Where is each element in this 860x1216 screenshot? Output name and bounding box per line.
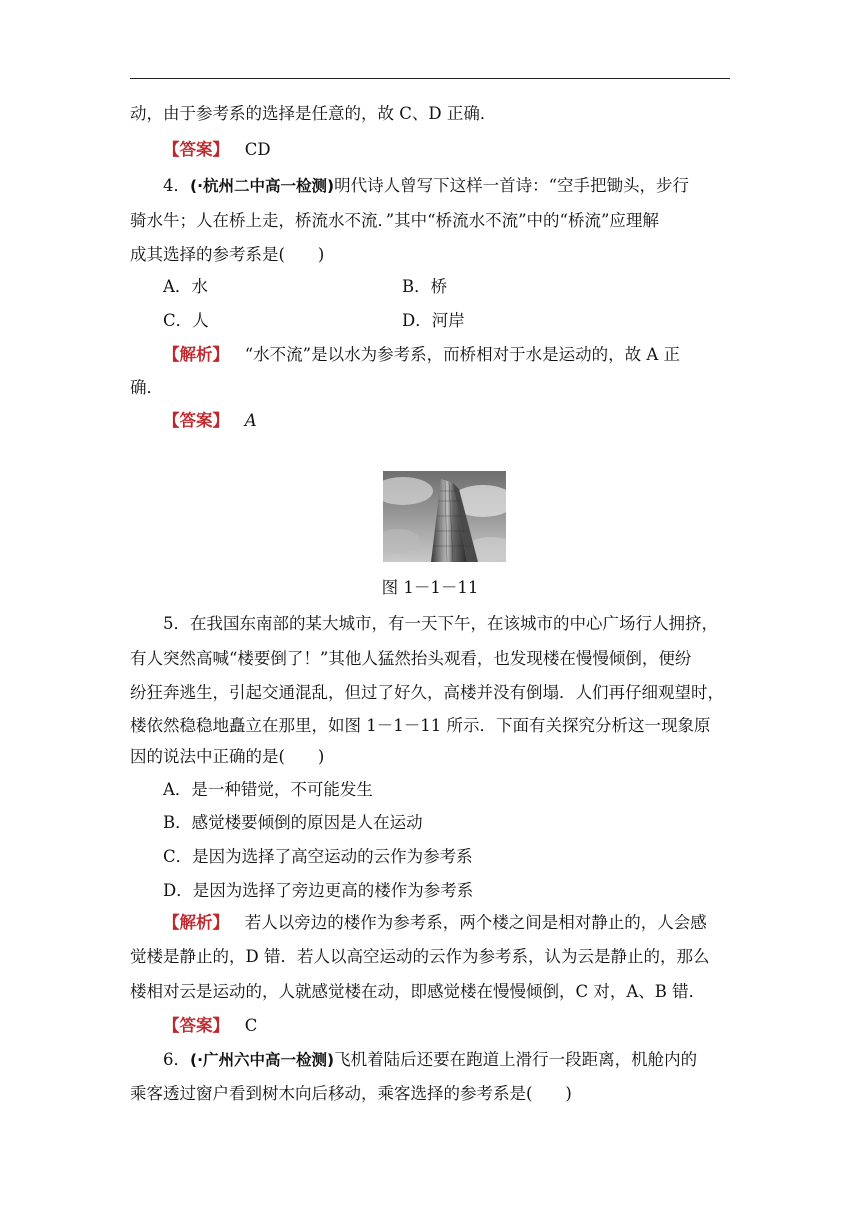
q6-source: (·广州六中高一检测) xyxy=(190,1051,335,1069)
q4-analysis-line2: 确． xyxy=(130,378,163,397)
q5-analysis-label: 【解析】 xyxy=(163,913,229,932)
q4-options-row2 xyxy=(163,310,763,332)
q5-option-b: B．感觉楼要倾倒的原因是人在运动 xyxy=(163,813,423,832)
q4-source: (·杭州二中高一检测) xyxy=(190,177,335,195)
skyscraper-photo xyxy=(383,471,506,562)
q6-line1 xyxy=(163,1049,763,1071)
q4-option-b: B．桥 xyxy=(402,277,448,296)
q3-answer-line xyxy=(163,139,763,161)
q5-line5: 因的说法中正确的是( ) xyxy=(130,747,325,766)
answer-label: 【答案】 xyxy=(163,140,229,159)
q6-line2: 乘客透过窗户看到树木向后移动，乘客选择的参考系是( ) xyxy=(130,1084,572,1103)
q4-options-row1 xyxy=(163,276,763,298)
header-rule xyxy=(130,78,730,79)
q5-line4: 楼依然稳稳地矗立在那里，如图 1－1－11 所示．下面有关探究分析这一现象原 xyxy=(130,716,711,735)
q3-tail-text: 动，由于参考系的选择是任意的，故 C、D 正确． xyxy=(130,104,497,123)
figure-caption: 图 1－1－11 xyxy=(381,578,479,597)
q3-answer: CD xyxy=(244,140,271,159)
q4-analysis-line1 xyxy=(163,344,763,366)
q6-line1-rest: 飞机着陆后还要在跑道上滑行一段距离，机舱内的 xyxy=(334,1050,698,1069)
q6-number: 6． xyxy=(163,1050,190,1069)
q5-answer-line xyxy=(163,1015,763,1037)
q5-answer: C xyxy=(244,1016,258,1035)
q4-line3: 成其选择的参考系是( ) xyxy=(130,245,325,264)
q4-answer: A xyxy=(244,411,257,430)
q4-line1 xyxy=(163,175,763,197)
q4-answer-label: 【答案】 xyxy=(163,411,229,430)
q5-line3: 纷狂奔逃生，引起交通混乱，但过了好久，高楼并没有倒塌．人们再仔细观望时， xyxy=(130,683,724,702)
q4-number: 4． xyxy=(163,176,190,195)
q4-analysis-label: 【解析】 xyxy=(163,345,229,364)
q4-option-d: D．河岸 xyxy=(402,311,465,330)
q5-analysis-line2: 觉楼是静止的，D 错．若人以高空运动的云作为参考系，认为云是静止的，那么 xyxy=(130,947,710,966)
q4-line1-rest: 明代诗人曾写下这样一首诗：“空手把锄头，步行 xyxy=(334,176,689,195)
q5-analysis-line3: 楼相对云是运动的，人就感觉楼在动，即感觉楼在慢慢倾倒，C 对，A、B 错． xyxy=(130,982,706,1001)
q5-answer-label: 【答案】 xyxy=(163,1016,229,1035)
q5-option-c: C．是因为选择了高空运动的云作为参考系 xyxy=(163,847,473,866)
q4-answer-line xyxy=(163,410,763,432)
q4-option-a: A．水 xyxy=(163,277,208,296)
q5-line1: 5．在我国东南部的某大城市，有一天下午，在该城市的中心广场行人拥挤， xyxy=(163,614,718,633)
q4-option-c: C．人 xyxy=(163,311,209,330)
q5-analysis-text1: 若人以旁边的楼作为参考系，两个楼之间是相对静止的，人会感 xyxy=(244,913,707,932)
q5-line2: 有人突然高喊“楼要倒了！”其他人猛然抬头观看，也发现楼在慢慢倾倒，便纷 xyxy=(130,649,692,668)
q5-option-d: D．是因为选择了旁边更高的楼作为参考系 xyxy=(163,881,474,900)
q5-analysis-line1 xyxy=(163,912,763,934)
q5-option-a: A．是一种错觉，不可能发生 xyxy=(163,780,373,799)
building-icon xyxy=(383,471,506,562)
q4-line2: 骑水牛；人在桥上走，桥流水不流．”其中“桥流水不流”中的“桥流”应理解 xyxy=(130,211,659,230)
q4-analysis-text1: “水不流”是以水为参考系，而桥相对于水是运动的，故 A 正 xyxy=(244,345,681,364)
